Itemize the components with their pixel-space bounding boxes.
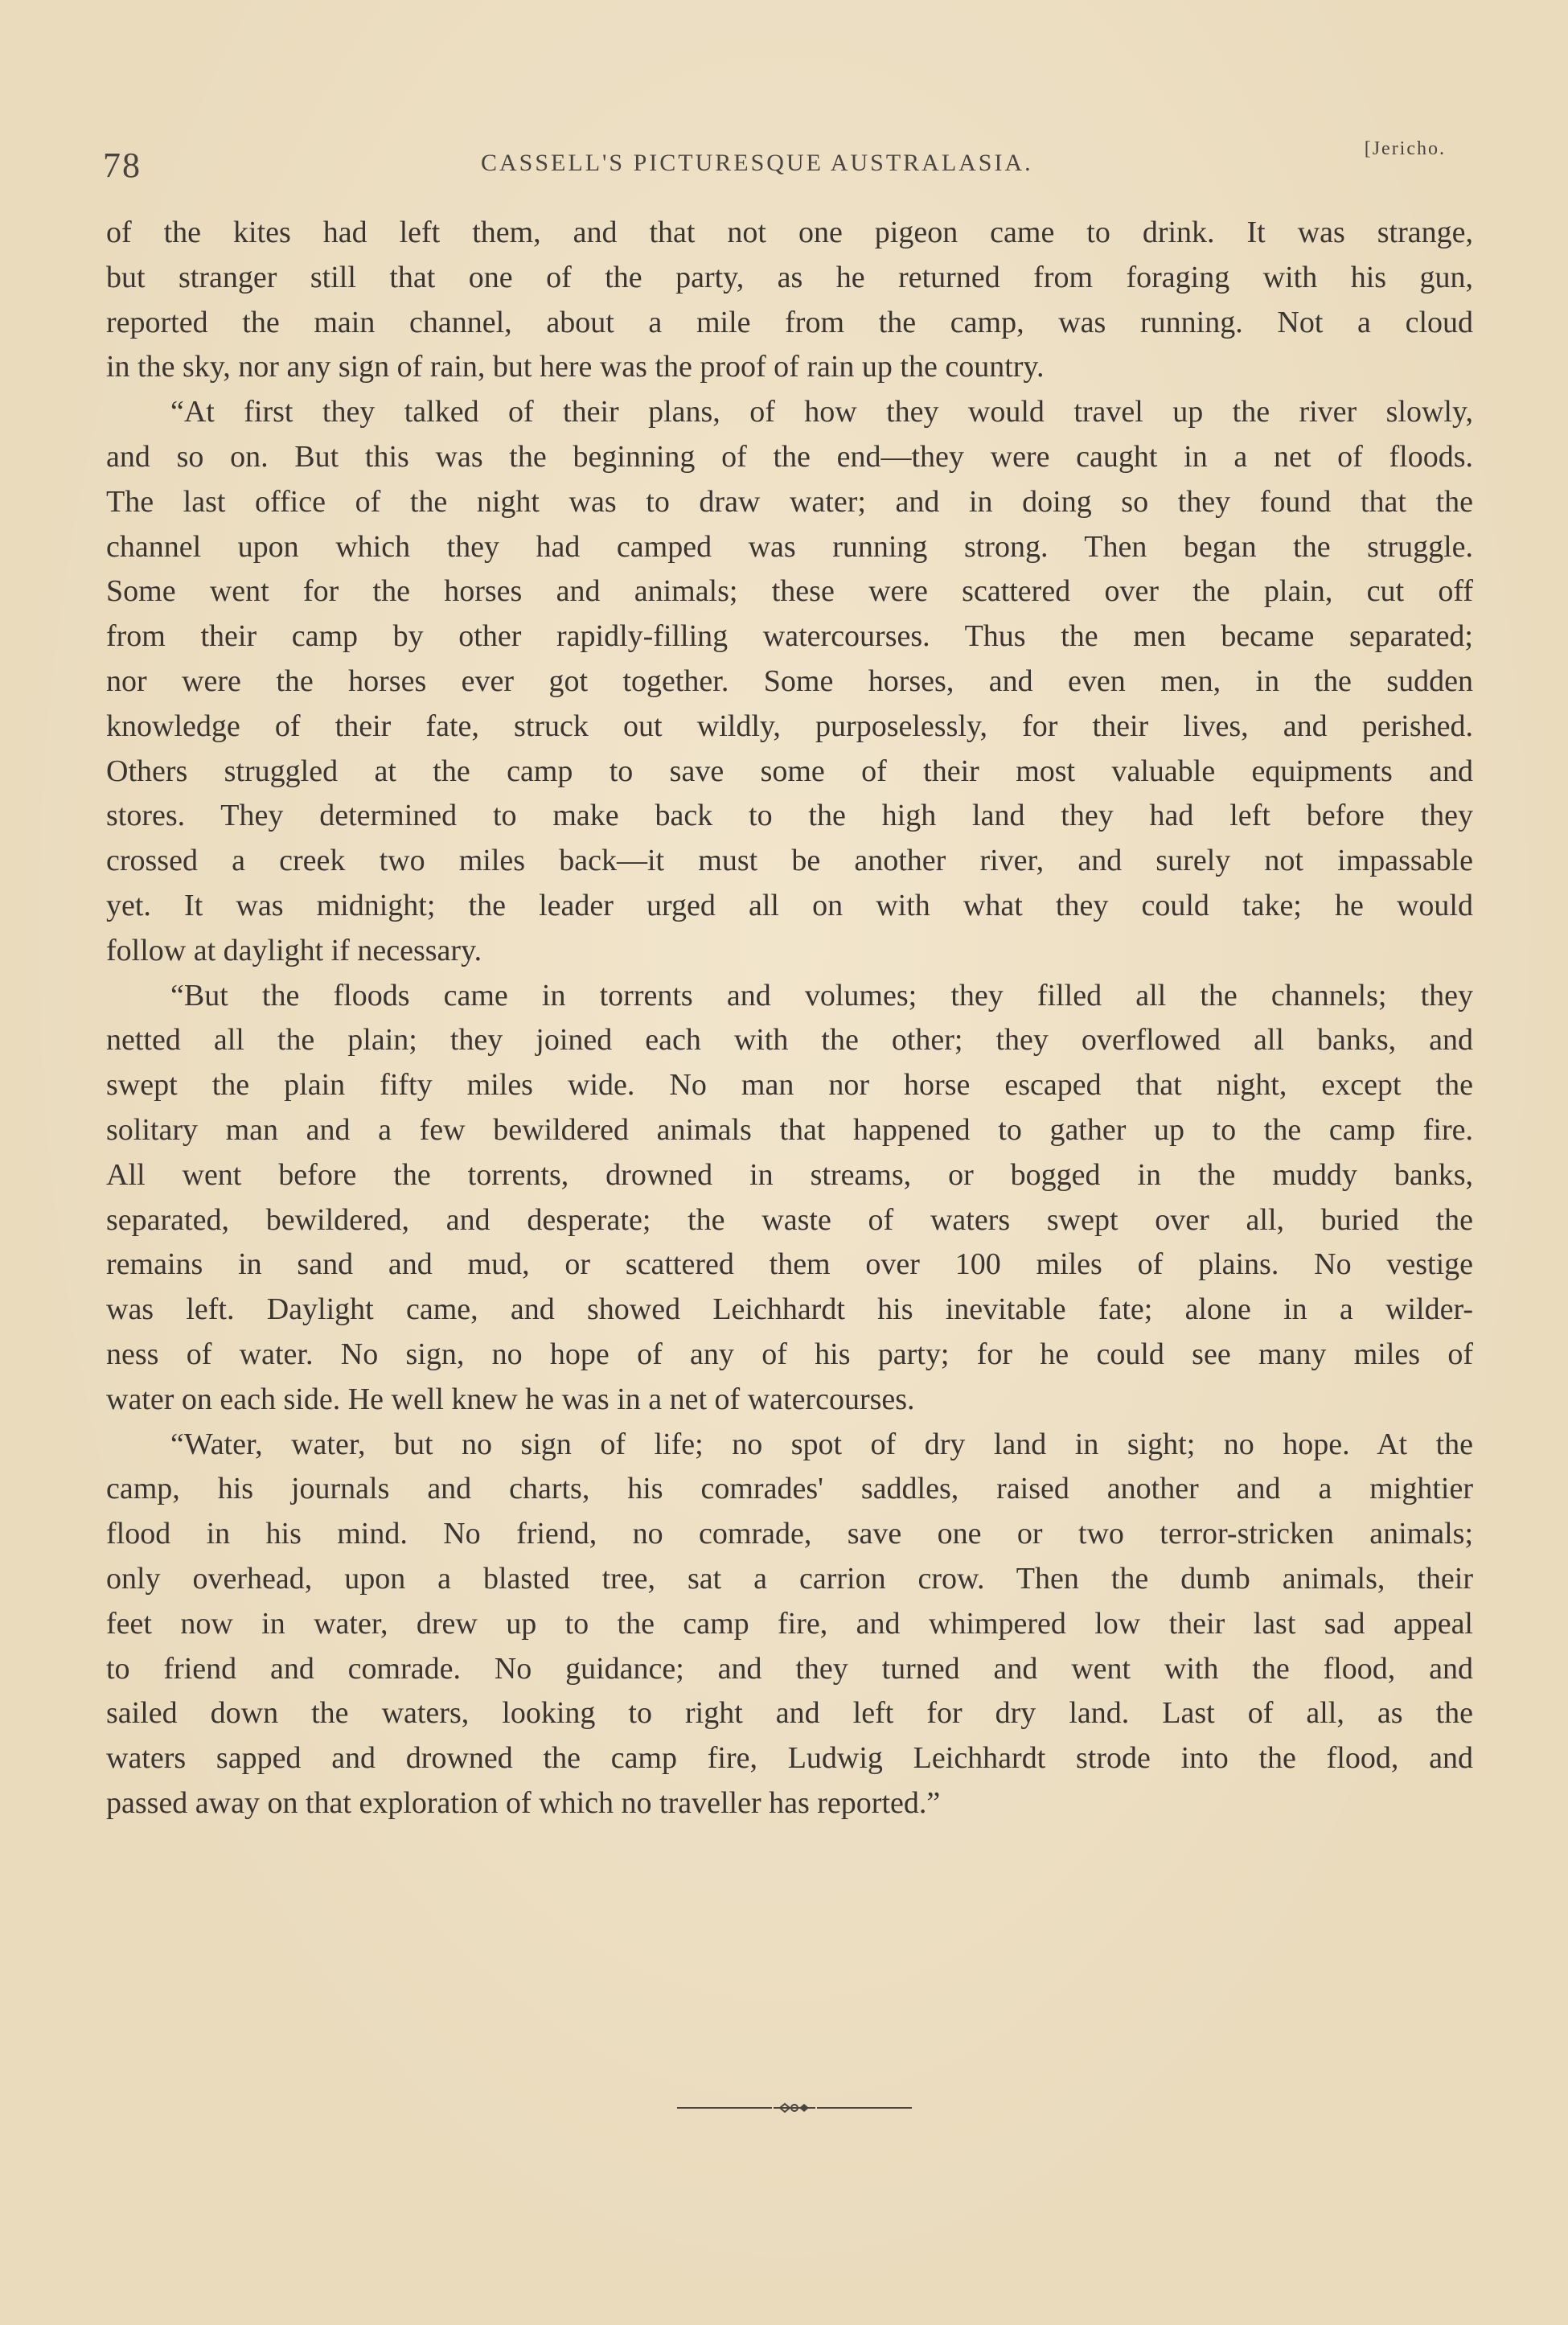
text-line: from their camp by other rapidly-filling watercourses. Thus the men became separated; <box>106 619 1473 654</box>
text-line: channel upon which they had camped was running strong. Then began the struggle. <box>106 529 1473 564</box>
ornament-rule-left <box>677 2107 772 2109</box>
text-line: yet. It was midnight; the leader urged all on with what they could take; he would <box>106 888 1473 922</box>
text-line: to friend and comrade. No guidance; and they turned and went with the flood, and <box>106 1651 1473 1686</box>
section-tag: [Jericho. <box>1364 138 1446 159</box>
text-line: water on each side. He well knew he was in a net of watercourses. <box>106 1382 915 1416</box>
text-line: follow at daylight if necessary. <box>106 933 482 967</box>
text-line: “Water, water, but no sign of life; no spot of dry land in sight; no hope. At the <box>170 1427 1473 1461</box>
text-line: reported the main channel, about a mile from the camp, was running. Not a cloud <box>106 305 1473 339</box>
text-line: Others struggled at the camp to save some of their most valuable equipments and <box>106 754 1473 788</box>
text-line: camp, his journals and charts, his comrades' saddles, raised another and a mightier <box>106 1472 1473 1506</box>
text-line: knowledge of their fate, struck out wildly, purposelessly, for their lives, and perished. <box>106 709 1473 743</box>
page-number: 78 <box>103 146 142 185</box>
text-line: “But the floods came in torrents and volumes; they filled all the channels; they <box>170 978 1473 1013</box>
text-line: of the kites had left them, and that not one pigeon came to drink. It was strange, <box>106 216 1473 249</box>
ornament-icon <box>774 2100 815 2116</box>
text-line: swept the plain fifty miles wide. No man nor horse escaped that night, except the <box>106 1068 1473 1103</box>
text-line: nor were the horses ever got together. Some horses, and even men, in the sudden <box>106 663 1473 698</box>
text-line: stores. They determined to make back to the high land they had left before they <box>106 799 1473 833</box>
text-line: only overhead, upon a blasted tree, sat a carrion crow. Then the dumb animals, their <box>106 1561 1473 1596</box>
text-line: feet now in water, drew up to the camp fire, and whimpered low their last sad appeal <box>106 1606 1473 1641</box>
ornament-rule-right <box>817 2107 912 2109</box>
text-line: flood in his mind. No friend, no comrade, save one or two terror-stricken animals; <box>106 1517 1473 1551</box>
text-line: passed away on that exploration of which no traveller has reported.” <box>106 1785 941 1820</box>
text-line: sailed down the waters, looking to right and left for dry land. Last of all, as the <box>106 1696 1473 1731</box>
text-line: ness of water. No sign, no hope of any of his party; for he could see many miles of <box>106 1337 1473 1371</box>
text-line: netted all the plain; they joined each with the other; they overflowed all banks, and <box>106 1023 1473 1058</box>
text-line: was left. Daylight came, and showed Leichhardt his inevitable fate; alone in a wilder- <box>106 1292 1473 1327</box>
text-line: but stranger still that one of the party, as he returned from foraging with his gun, <box>106 260 1473 294</box>
text-line: solitary man and a few bewildered animals that happened to gather up to the camp fire. <box>106 1112 1473 1147</box>
text-line: remains in sand and mud, or scattered them over 100 miles of plains. No vestige <box>106 1247 1473 1282</box>
section-end-ornament <box>677 2100 912 2116</box>
body-text <box>106 211 1473 1826</box>
text-line: Some went for the horses and animals; these were scattered over the plain, cut off <box>106 574 1473 609</box>
text-line: and so on. But this was the beginning of the end—they were caught in a net of floods. <box>106 439 1473 474</box>
text-line: in the sky, nor any sign of rain, but here was the proof of rain up the country. <box>106 350 1045 384</box>
running-title: CASSELL'S PICTURESQUE AUSTRALASIA. <box>481 150 1033 176</box>
text-line: waters sapped and drowned the camp fire, Ludwig Leichhardt strode into the flood, and <box>106 1741 1473 1776</box>
page-header <box>103 138 1454 187</box>
text-line: crossed a creek two miles back—it must be another river, and surely not impassable <box>106 844 1473 878</box>
text-line: separated, bewildered, and desperate; the waste of waters swept over all, buried the <box>106 1202 1473 1237</box>
text-line: All went before the torrents, drowned in streams, or bogged in the muddy banks, <box>106 1157 1473 1192</box>
text-line: “At first they talked of their plans, of how they would travel up the river slowly, <box>170 395 1473 429</box>
text-line: The last office of the night was to draw water; and in doing so they found that the <box>106 484 1473 519</box>
